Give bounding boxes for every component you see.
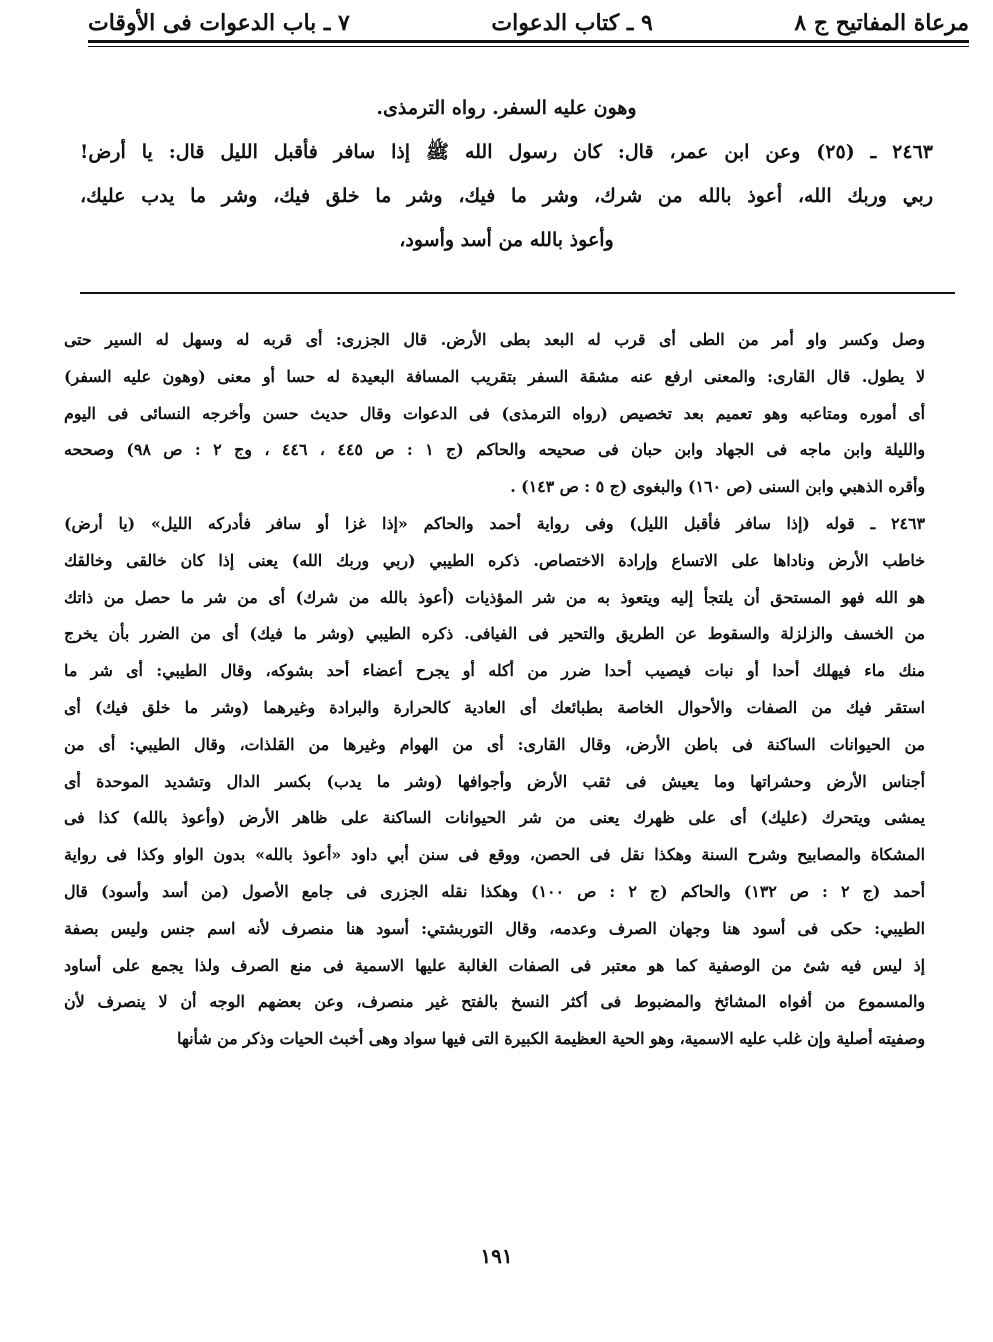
commentary-line: المشكاة والمصابيح وشرح السنة وهكذا نقل فى الحصن، ووقع فى سنن أبي داود «أعوذ بالله» بدون الواو وكذا فى رواية bbox=[64, 845, 925, 865]
section-divider bbox=[80, 292, 955, 294]
commentary-line: خاطب الأرض وناداها على الاتساع وإرادة الاختصاص. ذكره الطيبي (ربي وربك الله) يعنى إذا كان خالقى وخالقك bbox=[64, 550, 925, 570]
commentary-line: والمسموع من أفواه المشائخ والمضبوط فى أكثر النسخ بالفتح غير منصرف، وعن بعضهم الوجه أن لا ينصرف لأن bbox=[64, 992, 925, 1012]
commentary-line: لا يطول. قال القارى: والمعنى ارفع عنه مشقة السفر بتقريب المسافة البعيدة له حسا أو معنى (وهون عليه السفر) bbox=[64, 366, 925, 386]
commentary-line: وصل وكسر واو أمر من الطى أى قرب له البعد بطى الأرض. قال الجزرى: أى قربه له وسهل له السير حتى bbox=[64, 330, 925, 349]
commentary-line: من الخسف والزلزلة والسقوط عن الطريق والتحير فى الفيافى. ذكره الطيبي (وشر ما فيك) أى من الضرر بأن يخرج bbox=[64, 624, 925, 644]
commentary-text bbox=[64, 322, 925, 1058]
hadith-line: ٢٤٦٣ ـ (٢٥) وعن ابن عمر، قال: كان رسول الله ﷺ إذا سافر فأقبل الليل قال: يا أرض! bbox=[80, 141, 933, 163]
header-rule-thick bbox=[88, 40, 969, 43]
commentary-line: يمشى ويتحرك (عليك) أى على ظهرك يعنى من شر الحيوانات الساكنة على ظاهر الأرض (وأعوذ بالله) كذا فى bbox=[64, 808, 925, 828]
commentary-line: وصفيته أصلية وإن غلب عليه الاسمية، وهو الحية العظيمة الكبيرة التى فيها سواد وهى أخبث الحيات وذكر من شأنها bbox=[177, 1029, 925, 1049]
header-chapter: ٧ ـ باب الدعوات فى الأوقات bbox=[88, 10, 350, 36]
commentary-line: أحمد (ج ٢ : ص ١٣٢) والحاكم (ج ٢ : ص ١٠٠) وهكذا نقله الجزرى فى جامع الأصول (من أسد وأسود) قال bbox=[64, 881, 925, 901]
commentary-line: وأقره الذهبي وابن السنى (ص ١٦٠) والبغوى (ج ٥ : ص ١٤٣) . bbox=[510, 477, 925, 497]
header-rule-thin bbox=[88, 46, 969, 47]
commentary-line: والليلة وابن ماجه فى الجهاد وابن حبان فى صحيحه والحاكم (ج ١ : ص ٤٤٥ ، ٤٤٦ ، وج ٢ : ص ٩٨) وصححه bbox=[64, 440, 925, 460]
commentary-line: الطيبي: حكى فى أسود هنا وجهان الصرف وعدمه، وقال التوربشتي: أسود هنا منصرف لأنه اسم جنس وليس بصفة bbox=[64, 918, 925, 938]
header-book-volume: مرعاة المفاتيح ج ٨ bbox=[794, 10, 969, 36]
hadith-text bbox=[80, 86, 933, 262]
commentary-line: أجناس الأرض وحشراتها وما يعيش فى ثقب الأرض وأجوافها (وشر ما يدب) بكسر الدال وتشديد الموحدة أى bbox=[64, 771, 925, 791]
hadith-line: وأعوذ بالله من أسد وأسود، bbox=[399, 229, 614, 251]
commentary-line: إذ ليس فيه شئ من الوصفية كما هو معتبر فى الصفات الغالبة عليها الاسمية فى منع الصرف ولذا يجمع على أساود bbox=[64, 955, 925, 975]
commentary-line: أى أموره ومتاعبه وهو تعميم بعد تخصيص (رواه الترمذى) فى الدعوات وقال حديث حسن وأخرجه النسائى فى اليوم bbox=[64, 403, 925, 423]
running-header bbox=[88, 8, 969, 38]
commentary-line: هو الله فهو المستحق أن يلتجأ إليه ويتعوذ به من شر المؤذيات (أعوذ بالله من شرك) أى من شر ما حصل من ذاتك bbox=[64, 587, 925, 607]
hadith-line: ربي وربك الله، أعوذ بالله من شرك، وشر ما فيك، وشر ما خلق فيك، وشر ما يدب عليك، bbox=[80, 185, 933, 207]
commentary-line: من الحيوانات الساكنة فى باطن الأرض، وقال القارى: أى من الهوام وغيرها من القلذات، وقال الطيبي: أى من bbox=[64, 734, 925, 754]
commentary-line: ٢٤٦٣ ـ قوله (إذا سافر فأقبل الليل) وفى رواية أحمد والحاكم «إذا غزا أو سافر فأدركه الليل» (يا أرض) bbox=[64, 513, 925, 533]
commentary-line: استقر فيك من الصفات والأحوال الخاصة بطبائعك أى العادية كالحرارة والبرادة وغيرهما (وشر ما خلق فيك) أى bbox=[64, 697, 925, 717]
commentary-line: منك ماء فيهلك أحدا أو نبات فيصيب أحدا ضرر من أكله أو يجرح أعضاء أحد بشوكه، وقال الطيبي: أى شر ما bbox=[64, 661, 925, 681]
hadith-continuation: وهون عليه السفر. رواه الترمذى. bbox=[376, 97, 637, 119]
header-book-section: ٩ ـ كتاب الدعوات bbox=[491, 10, 653, 36]
page-number: ١٩١ bbox=[480, 1244, 513, 1268]
